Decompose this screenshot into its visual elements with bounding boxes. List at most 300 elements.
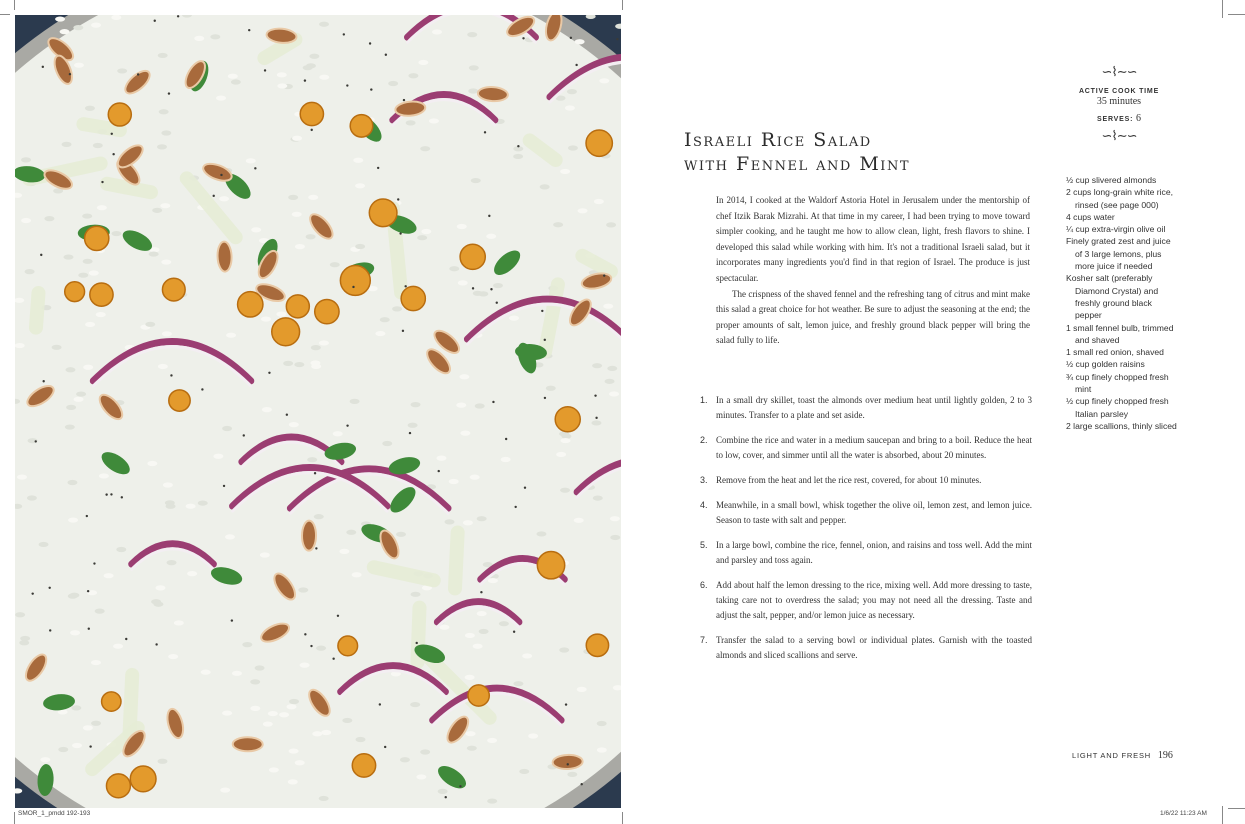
pepper-fleck — [384, 746, 386, 748]
rice-grain — [111, 15, 121, 20]
rice-grain — [420, 749, 430, 754]
rice-grain — [319, 75, 329, 80]
rice-grain — [406, 120, 416, 125]
golden-raisin — [85, 226, 109, 250]
rice-grain — [89, 270, 99, 275]
rice-grain — [597, 747, 607, 752]
rice-grain — [303, 65, 313, 70]
rice-grain — [501, 457, 511, 462]
rice-grain — [382, 441, 392, 446]
footer-section: LIGHT AND FRESH — [1072, 751, 1151, 760]
rice-grain — [416, 774, 426, 779]
pepper-fleck — [513, 631, 515, 633]
pepper-fleck — [121, 496, 123, 498]
pepper-fleck — [337, 615, 339, 617]
rice-grain — [83, 725, 93, 730]
pepper-fleck — [248, 29, 250, 31]
rice-grain — [321, 730, 331, 735]
golden-raisin — [586, 130, 612, 156]
rice-grain — [268, 711, 278, 716]
rice-grain — [85, 106, 95, 111]
rice-grain — [21, 157, 31, 162]
rice-grain — [316, 646, 326, 651]
rice-grain — [355, 244, 365, 249]
crop-mark — [1228, 14, 1245, 15]
rice-grain — [250, 679, 260, 684]
rice-grain — [15, 343, 25, 348]
rice-grain — [561, 438, 571, 443]
golden-raisin — [300, 102, 323, 125]
rice-grain — [605, 379, 615, 384]
pepper-fleck — [213, 195, 215, 197]
rice-grain — [277, 72, 287, 77]
rice-grain — [174, 620, 184, 625]
step-number: 7. — [700, 635, 708, 645]
golden-raisin — [352, 754, 375, 777]
ingredient-item: ½ cup finely chopped fresh Italian parsley — [1066, 396, 1169, 419]
step-item — [700, 393, 1032, 423]
salad-photo — [15, 15, 621, 808]
step-text: Meanwhile, in a small bowl, whisk together the olive oil, lemon zest, and lemon juice. Season to taste with salt and pepper. — [716, 500, 1032, 525]
golden-raisin — [460, 244, 485, 269]
rice-grain — [157, 144, 167, 149]
pepper-fleck — [49, 629, 51, 631]
rice-grain — [319, 796, 329, 801]
pepper-fleck — [484, 131, 486, 133]
rice-grain — [194, 36, 204, 41]
rice-grain — [117, 68, 127, 73]
rice-grain — [246, 158, 256, 163]
rice-grain — [158, 364, 168, 369]
pepper-fleck — [42, 380, 44, 382]
rice-grain — [560, 488, 570, 493]
serves — [1060, 113, 1178, 124]
pepper-fleck — [522, 37, 524, 39]
ingredient-item: 1 small fennel bulb, trimmed and shaved — [1066, 322, 1174, 345]
pepper-fleck — [286, 414, 288, 416]
ingredient-item: Finely grated zest and juice of 3 large lemons, plus more juice if needed — [1066, 236, 1171, 272]
recipe-intro — [716, 193, 1030, 349]
rice-grain — [228, 74, 238, 79]
ingredient-item: ½ cup golden raisins — [1066, 359, 1145, 370]
rice-grain — [509, 316, 519, 321]
pepper-fleck — [399, 232, 401, 234]
pepper-fleck — [403, 99, 405, 101]
rice-grain — [380, 317, 390, 322]
ingredient-item: 2 large scallions, thinly sliced — [1066, 420, 1177, 431]
pepper-fleck — [496, 301, 498, 303]
page-footer — [1072, 750, 1173, 761]
rice-grain — [166, 504, 176, 509]
rice-grain — [99, 473, 109, 478]
rice-grain — [65, 424, 75, 429]
pepper-fleck — [488, 215, 490, 217]
rice-grain — [408, 73, 418, 78]
rice-grain — [469, 65, 479, 70]
rice-grain — [250, 706, 260, 711]
pepper-fleck — [565, 703, 567, 705]
step-item — [700, 578, 1032, 623]
rice-grain — [68, 517, 78, 522]
rice-grain — [21, 218, 31, 223]
rice-grain — [74, 397, 84, 402]
rice-grain — [473, 291, 483, 296]
rice-grain — [460, 431, 470, 436]
pepper-fleck — [170, 374, 172, 376]
pepper-fleck — [346, 84, 348, 86]
rice-grain — [459, 374, 469, 379]
rice-grain — [104, 573, 114, 578]
page-number: 196 — [1157, 750, 1173, 761]
rice-grain — [468, 88, 478, 93]
rice-grain — [352, 572, 362, 577]
rice-grain — [201, 670, 211, 675]
pepper-fleck — [492, 401, 494, 403]
pepper-fleck — [35, 440, 37, 442]
rice-grain — [63, 254, 73, 259]
rice-grain — [420, 146, 430, 151]
rice-grain — [603, 304, 613, 309]
golden-raisin — [238, 292, 263, 317]
rice-grain — [408, 423, 418, 428]
rice-grain — [400, 757, 410, 762]
golden-raisin — [468, 685, 489, 706]
rice-grain — [421, 229, 431, 234]
rice-grain — [292, 212, 302, 217]
pepper-fleck — [377, 167, 379, 169]
pepper-fleck — [31, 592, 33, 594]
rice-grain — [52, 345, 62, 350]
rice-grain — [78, 273, 88, 278]
rice-grain — [467, 746, 477, 751]
intro-paragraph: In 2014, I cooked at the Waldorf Astoria Hotel in Jerusalem under the mentorship of chef Itzik Barak Mizrahi. At that time in my career, I had been trying to move toward simpler cooking, and he taught me how to allow clean, light, fresh flavors to shine. I developed this salad while working with him. It's not a traditional Israeli salad, but it incorporates many ingredients you'd find in that region of Israel. The produce is just spectacular. — [716, 195, 1030, 283]
rice-grain — [15, 612, 25, 617]
crop-mark — [0, 14, 10, 15]
step-number: 3. — [700, 475, 708, 485]
golden-raisin — [286, 295, 309, 318]
step-number: 4. — [700, 500, 708, 510]
rice-grain — [306, 234, 316, 239]
pepper-fleck — [201, 388, 203, 390]
rice-grain — [486, 234, 496, 239]
step-item — [700, 473, 1032, 488]
rice-grain — [487, 738, 497, 743]
rice-grain — [220, 787, 230, 792]
rice-grain — [147, 461, 157, 466]
crop-mark — [1222, 0, 1223, 18]
rice-grain — [574, 518, 584, 523]
golden-raisin — [106, 774, 130, 798]
rice-grain — [311, 345, 321, 350]
ingredient-item: ¾ cup finely chopped fresh mint — [1066, 371, 1169, 395]
rice-grain — [65, 367, 75, 372]
active-time-label: ACTIVE COOK TIME — [1078, 88, 1160, 95]
rice-grain — [151, 599, 161, 604]
pepper-fleck — [445, 796, 447, 798]
rice-grain — [289, 748, 299, 753]
rice-grain — [467, 32, 477, 37]
salad-photo-illustration — [15, 15, 621, 808]
pepper-fleck — [416, 642, 418, 644]
rice-grain — [375, 331, 385, 336]
pepper-fleck — [264, 69, 266, 71]
rice-grain — [93, 143, 103, 148]
rice-grain — [333, 431, 343, 436]
rice-grain — [300, 663, 310, 668]
rice-grain — [592, 363, 602, 368]
rice-grain — [519, 769, 529, 774]
rice-grain — [309, 54, 319, 59]
step-item — [700, 538, 1032, 568]
step-number: 2. — [700, 435, 708, 445]
pepper-fleck — [69, 73, 71, 75]
step-number: 5. — [700, 540, 708, 550]
rice-grain — [513, 681, 523, 686]
rice-grain — [319, 22, 329, 27]
pepper-fleck — [397, 198, 399, 200]
rice-grain — [149, 251, 159, 256]
rice-grain — [470, 475, 480, 480]
rice-grain — [91, 23, 101, 28]
rice-grain — [83, 259, 93, 264]
rice-grain — [167, 560, 177, 565]
intro-paragraph: The crispness of the shaved fennel and the refreshing tang of citrus and mint make this salad a great choice for hot weather. Be sure to adjust the seasoning at the end; the proper amounts of salt, lemon juice, and freshly ground black pepper will bring the salad fully to life. — [716, 288, 1030, 346]
rice-grain — [225, 534, 235, 539]
pepper-fleck — [254, 167, 256, 169]
rice-grain — [251, 227, 261, 232]
rice-grain — [262, 407, 272, 412]
pepper-fleck — [514, 506, 516, 508]
rice-grain — [288, 779, 298, 784]
rice-grain — [353, 158, 363, 163]
pepper-fleck — [517, 145, 519, 147]
golden-raisin — [350, 115, 373, 138]
rice-grain — [465, 633, 475, 638]
golden-raisin — [315, 299, 339, 323]
rice-grain — [295, 244, 305, 249]
rice-grain — [27, 495, 37, 500]
rice-grain — [307, 457, 317, 462]
rice-grain — [457, 224, 467, 229]
golden-raisin — [130, 766, 156, 792]
rice-grain — [76, 391, 86, 396]
pepper-fleck — [155, 643, 157, 645]
rice-grain — [465, 675, 475, 680]
pepper-fleck — [616, 38, 618, 40]
rice-grain — [168, 654, 178, 659]
rice-grain — [226, 333, 236, 338]
rice-grain — [40, 757, 50, 762]
ingredient-item: 1 small red onion, shaved — [1066, 347, 1164, 358]
ingredient-item: ¼ cup extra-virgin olive oil — [1066, 224, 1166, 235]
golden-raisin — [340, 266, 370, 296]
rice-grain — [62, 142, 72, 147]
step-text: In a large bowl, combine the rice, fennel, onion, and raisins and toss well. Add the mint and parsley and toss again. — [716, 540, 1032, 565]
pepper-fleck — [223, 485, 225, 487]
rice-grain — [263, 721, 273, 726]
golden-raisin — [90, 283, 113, 306]
pepper-fleck — [594, 394, 596, 396]
step-item — [700, 498, 1032, 528]
step-text: Remove from the heat and let the rice rest, covered, for about 10 minutes. — [716, 475, 982, 485]
flourish-bottom-icon: ∽⌇∼∽ — [1101, 129, 1137, 144]
rice-grain — [25, 269, 35, 274]
rice-grain — [232, 671, 242, 676]
rice-grain — [577, 687, 587, 692]
golden-raisin — [369, 199, 397, 227]
pepper-fleck — [409, 432, 411, 434]
rice-grain — [55, 16, 65, 21]
pepper-fleck — [101, 181, 103, 183]
pepper-fleck — [154, 20, 156, 22]
rice-grain — [578, 208, 588, 213]
step-text: Combine the rice and water in a medium saucepan and bring to a boil. Reduce the heat to low, cover, and simmer until all the water is absorbed, about 20 minutes. — [716, 435, 1032, 460]
pepper-fleck — [567, 763, 569, 765]
pepper-fleck — [42, 66, 44, 68]
pepper-fleck — [595, 417, 597, 419]
rice-grain — [610, 516, 620, 521]
pepper-fleck — [310, 645, 312, 647]
pepper-fleck — [332, 657, 334, 659]
crop-mark — [622, 0, 623, 10]
recipe-title-line2: with Fennel and Mint — [684, 153, 910, 175]
pepper-fleck — [112, 153, 114, 155]
golden-raisin — [586, 634, 608, 656]
rice-grain — [591, 420, 601, 425]
rice-grain — [210, 34, 220, 39]
pepper-fleck — [125, 638, 127, 640]
rice-grain — [91, 721, 101, 726]
rice-grain — [396, 532, 406, 537]
rice-grain — [488, 578, 498, 583]
rice-grain — [242, 642, 252, 647]
pepper-fleck — [575, 64, 577, 66]
rice-grain — [69, 593, 79, 598]
rice-grain — [279, 712, 289, 717]
rice-grain — [19, 640, 29, 645]
rice-grain — [198, 500, 208, 505]
rice-grain — [418, 60, 428, 65]
pepper-fleck — [343, 33, 345, 35]
rice-grain — [463, 520, 473, 525]
pepper-fleck — [93, 562, 95, 564]
rice-grain — [449, 479, 459, 484]
rice-grain — [593, 495, 603, 500]
pepper-fleck — [524, 487, 526, 489]
almond-sliver — [552, 754, 583, 769]
pepper-fleck — [541, 310, 543, 312]
rice-grain — [411, 592, 421, 597]
golden-raisin — [108, 103, 131, 126]
rice-grain — [436, 456, 446, 461]
pepper-fleck — [231, 619, 233, 621]
rice-grain — [161, 130, 171, 135]
golden-raisin — [338, 636, 358, 656]
rice-grain — [312, 731, 322, 736]
rice-grain — [392, 306, 402, 311]
rice-grain — [67, 480, 77, 485]
rice-grain — [388, 81, 398, 86]
pepper-fleck — [311, 129, 313, 131]
recipe-meta — [1060, 66, 1178, 144]
rice-grain — [292, 136, 302, 141]
pepper-fleck — [220, 174, 222, 176]
almond-sliver — [217, 241, 232, 271]
pepper-fleck — [40, 254, 42, 256]
pepper-fleck — [438, 470, 440, 472]
rice-grain — [96, 312, 106, 317]
rice-grain — [70, 630, 80, 635]
step-number: 6. — [700, 580, 708, 590]
slug-left: SMOR_1_pmdd 192-193 — [18, 810, 91, 817]
golden-raisin — [162, 278, 185, 301]
rice-grain — [610, 535, 620, 540]
pepper-fleck — [570, 37, 572, 39]
almond-sliver — [233, 737, 263, 751]
rice-grain — [71, 705, 81, 710]
rice-grain — [417, 235, 427, 240]
rice-grain — [161, 259, 171, 264]
ingredient-list — [1066, 174, 1178, 432]
rice-grain — [97, 205, 107, 210]
rice-grain — [187, 571, 197, 576]
rice-grain — [113, 644, 123, 649]
ingredient-item: Kosher salt (preferably Diamond Crystal) and freshly ground black pepper — [1066, 273, 1159, 321]
pepper-fleck — [111, 133, 113, 135]
rice-grain — [594, 199, 604, 204]
step-item — [700, 433, 1032, 463]
rice-grain — [219, 196, 229, 201]
serves-value: 6 — [1135, 113, 1141, 124]
rice-grain — [295, 760, 305, 765]
rice-grain — [286, 704, 296, 709]
rice-grain — [158, 53, 168, 58]
crop-mark — [1228, 808, 1245, 809]
rice-grain — [74, 63, 84, 68]
rice-grain — [283, 361, 293, 366]
pepper-fleck — [370, 88, 372, 90]
rice-grain — [222, 426, 232, 431]
rice-grain — [438, 789, 448, 794]
recipe-steps — [700, 393, 1032, 673]
rice-grain — [429, 118, 439, 123]
rice-grain — [269, 767, 279, 772]
serves-label: SERVES: — [1097, 116, 1134, 123]
pepper-fleck — [86, 515, 88, 517]
step-number: 1. — [700, 395, 708, 405]
rice-grain — [466, 731, 476, 736]
pepper-fleck — [544, 397, 546, 399]
pepper-fleck — [48, 587, 50, 589]
rice-grain — [536, 531, 546, 536]
pepper-fleck — [402, 330, 404, 332]
rice-grain — [479, 629, 489, 634]
pepper-fleck — [480, 591, 482, 593]
pepper-fleck — [87, 590, 89, 592]
rice-grain — [213, 454, 223, 459]
slug-right: 1/6/22 11:23 AM — [1160, 810, 1207, 817]
rice-grain — [477, 516, 487, 521]
rice-grain — [559, 647, 569, 652]
rice-grain — [222, 710, 232, 715]
rice-grain — [289, 699, 299, 704]
rice-grain — [330, 262, 340, 267]
rice-grain — [145, 322, 155, 327]
recipe-title — [684, 128, 1044, 176]
rice-grain — [528, 733, 538, 738]
pepper-fleck — [472, 287, 474, 289]
pepper-fleck — [352, 286, 354, 288]
